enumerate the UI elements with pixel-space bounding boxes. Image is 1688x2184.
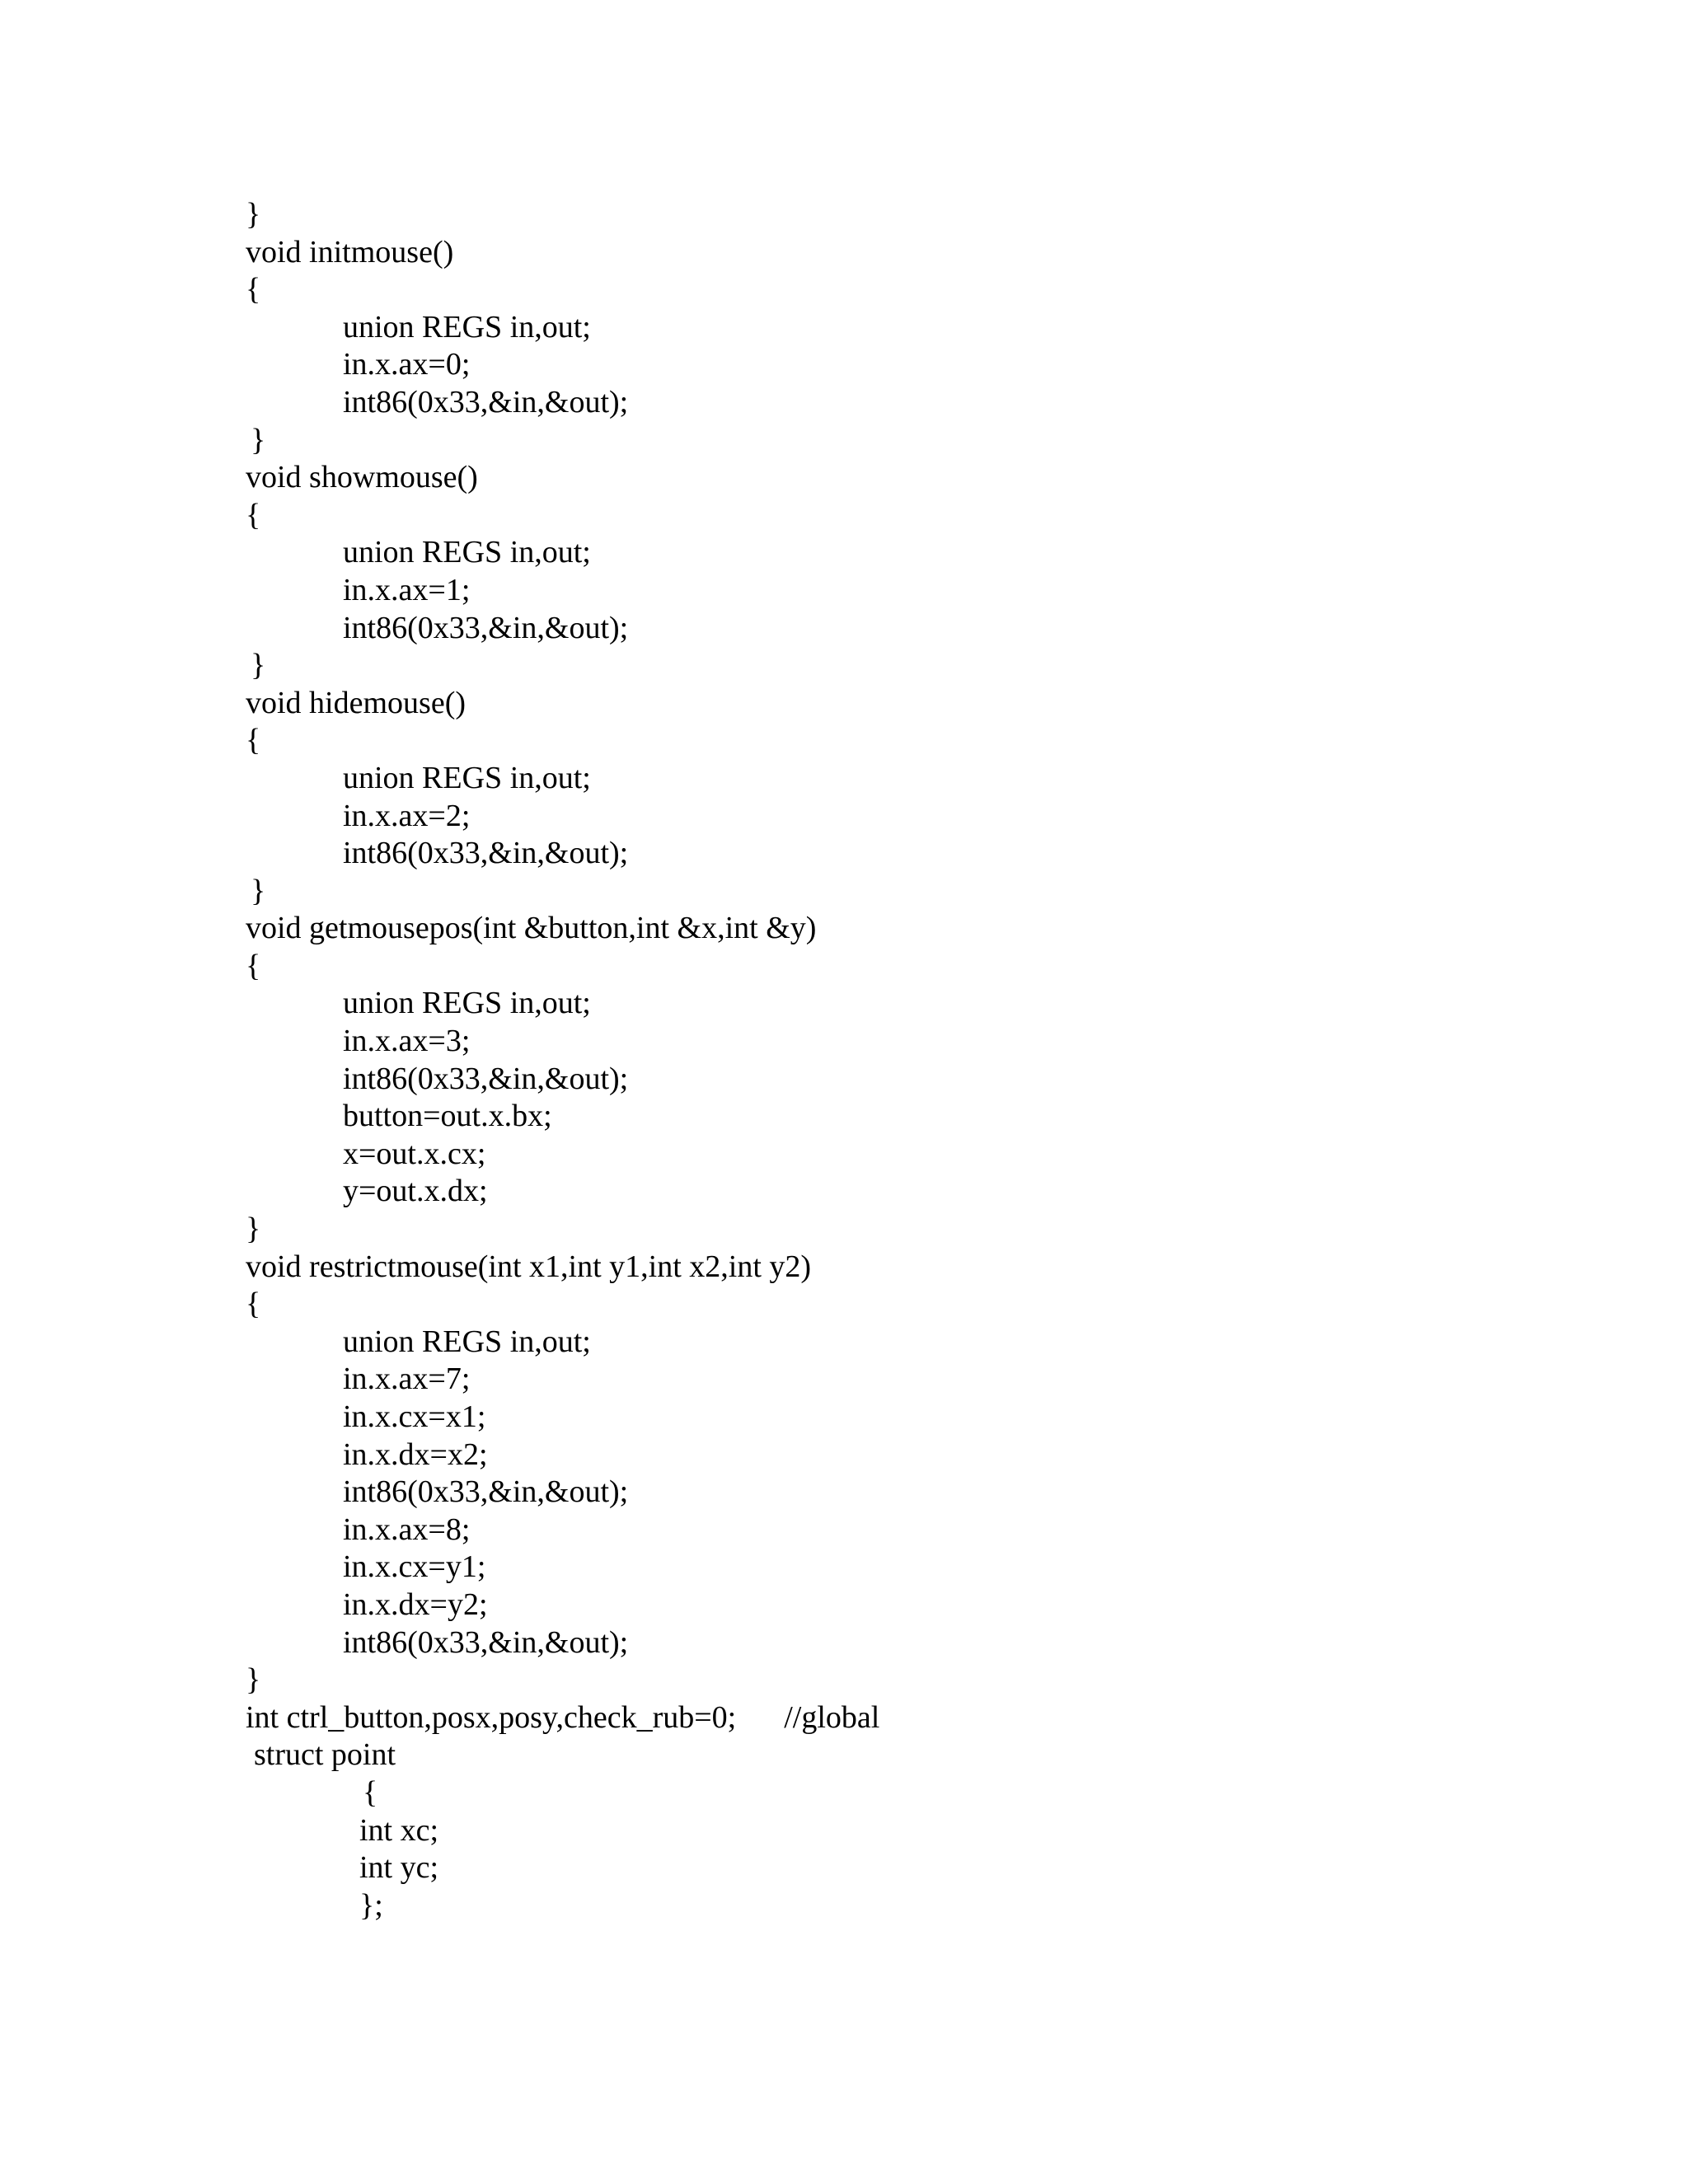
code-line: { [246, 497, 261, 532]
code-line: in.x.ax=0; [343, 347, 471, 382]
code-line: x=out.x.cx; [343, 1136, 486, 1171]
code-line: union REGS in,out; [343, 986, 591, 1021]
code-line: in.x.dx=y2; [343, 1586, 488, 1622]
code-line: in.x.ax=2; [343, 798, 471, 833]
code-line: int86(0x33,&in,&out); [343, 1624, 629, 1660]
code-line: int yc; [359, 1850, 439, 1886]
code-line: } [251, 422, 266, 457]
code-line: } [246, 197, 261, 232]
code-line: void initmouse() [246, 234, 454, 269]
code-line: in.x.ax=1; [343, 572, 471, 607]
code-line: void hidemouse() [246, 685, 467, 720]
code-line: int86(0x33,&in,&out); [343, 1474, 629, 1510]
code-line: void showmouse() [246, 460, 478, 495]
code-line: button=out.x.bx; [343, 1099, 552, 1134]
code-line: void getmousepos(int &button,int &x,int &y) [246, 911, 817, 946]
code-line: } [251, 648, 266, 683]
code-listing [246, 196, 1482, 1924]
code-line: } [246, 1212, 261, 1247]
code-line: { [246, 723, 261, 758]
code-line: in.x.cx=y1; [343, 1549, 486, 1585]
code-line: }; [359, 1887, 383, 1923]
code-line: union REGS in,out; [343, 535, 591, 570]
code-line: void restrictmouse(int x1,int y1,int x2,int y2) [246, 1249, 812, 1284]
code-line: int xc; [359, 1812, 439, 1848]
code-line: int86(0x33,&in,&out); [343, 384, 629, 419]
code-line: int86(0x33,&in,&out); [343, 836, 629, 871]
code-line: in.x.ax=7; [343, 1361, 471, 1397]
code-line: struct point [254, 1737, 396, 1773]
code-line: in.x.dx=x2; [343, 1436, 488, 1472]
code-line: y=out.x.dx; [343, 1174, 488, 1209]
code-line-global [246, 1699, 1482, 1737]
code-line: union REGS in,out; [343, 760, 591, 795]
code-line: in.x.cx=x1; [343, 1399, 486, 1434]
code-line: } [246, 1662, 261, 1698]
code-line: { [246, 1286, 261, 1322]
code-comment: //global [784, 1699, 880, 1735]
code-line: int86(0x33,&in,&out); [343, 610, 629, 645]
code-statement: int ctrl_button,posx,posy,check_rub=0; [246, 1699, 737, 1735]
code-line: int86(0x33,&in,&out); [343, 1061, 629, 1096]
code-line: union REGS in,out; [343, 309, 591, 344]
code-line: { [246, 948, 261, 983]
code-line: { [246, 272, 261, 307]
code-line: in.x.ax=8; [343, 1511, 471, 1547]
code-line: union REGS in,out; [343, 1324, 591, 1359]
code-line: in.x.ax=3; [343, 1024, 471, 1059]
code-line: { [363, 1774, 378, 1810]
code-line: } [251, 873, 266, 908]
